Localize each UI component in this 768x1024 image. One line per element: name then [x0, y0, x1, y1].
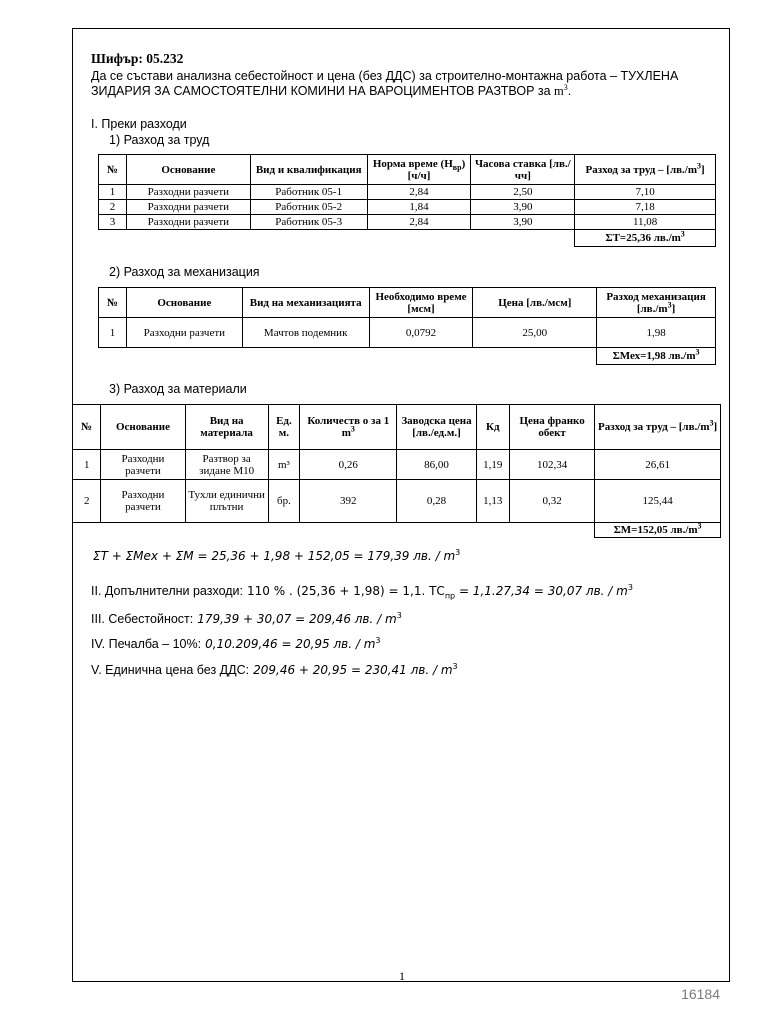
col-header: Кд — [476, 405, 509, 450]
table-row — [99, 318, 716, 348]
hdr-sup: 3 — [350, 424, 355, 434]
additional-rest: = 1,1.27,34 = 30,07 лв. / m — [455, 584, 628, 598]
cell: 1,19 — [476, 450, 509, 480]
cell: 7,10 — [575, 185, 716, 200]
col-header: Ед. м. — [268, 405, 299, 450]
cell: Работник 05-1 — [250, 185, 367, 200]
cell: 0,32 — [510, 480, 595, 523]
hdr-sup: 3 — [697, 160, 702, 170]
total-exp: 3 — [680, 229, 685, 239]
profit-label: IV. Печалба – 10%: — [91, 637, 202, 651]
materials-total — [595, 523, 721, 538]
document-id: 16184 — [681, 986, 720, 1002]
total-exp: 3 — [695, 347, 700, 357]
col-header — [597, 288, 716, 318]
cell: 2 — [73, 480, 101, 523]
cell: 392 — [300, 480, 397, 523]
cell: 1 — [73, 450, 101, 480]
profit-formula — [205, 637, 380, 651]
total-exp: 3 — [697, 521, 702, 531]
col-header: № — [73, 405, 101, 450]
cell: Мачтов подемник — [242, 318, 369, 348]
col-header: Основание — [126, 155, 250, 185]
cell: 25,00 — [473, 318, 597, 348]
table-header-row — [73, 405, 721, 450]
price-label: V. Единична цена без ДДС: — [91, 663, 250, 677]
cost-line — [91, 610, 402, 628]
empty-cell — [99, 348, 597, 365]
table-row — [73, 480, 721, 523]
task-unit-base: m — [554, 84, 564, 98]
cell: Разходни разчети — [101, 450, 185, 480]
cell: Разходни разчети — [101, 480, 185, 523]
task-unit-exp: 3 — [563, 82, 568, 92]
cell: 102,34 — [510, 450, 595, 480]
code-title: Шифър: 05.232 — [91, 51, 184, 66]
cell: Разходни разчети — [126, 200, 250, 215]
col-header: Часова ставка [лв./чч] — [471, 155, 575, 185]
subsection-mechanization: 2) Разход за механизация — [109, 265, 260, 279]
price-text: 209,46 + 20,95 = 230,41 лв. / m — [253, 663, 453, 677]
table-header-row — [99, 155, 716, 185]
hdr-part: Разход механизация [лв./m — [606, 290, 706, 315]
table-row — [99, 200, 716, 215]
cell: 125,44 — [595, 480, 721, 523]
cell: 0,28 — [397, 480, 476, 523]
additional-label: II. Допълнителни разходи: — [91, 584, 244, 598]
sum-formula — [93, 549, 460, 563]
hdr-part: ) [ч/ч] — [407, 157, 466, 182]
additional-text: 110 % . (25,36 + 1,98) = 1,1. ТС — [247, 584, 445, 598]
cell: 26,61 — [595, 450, 721, 480]
price-exp: 3 — [452, 662, 458, 671]
hdr-part: ] — [713, 421, 718, 433]
cell: 11,08 — [575, 215, 716, 230]
cost-exp: 3 — [396, 611, 402, 620]
total-row — [73, 523, 721, 538]
cell: 2,84 — [367, 215, 471, 230]
table-header-row — [99, 288, 716, 318]
cell: 3,90 — [471, 200, 575, 215]
col-header: Необходимо време [мсм] — [369, 288, 473, 318]
mechanization-total — [597, 348, 716, 365]
hdr-part: Разход за труд – [лв./m — [585, 163, 698, 176]
document-page — [72, 28, 730, 982]
profit-exp: 3 — [375, 636, 381, 645]
cell: Работник 05-2 — [250, 200, 367, 215]
cell: m³ — [268, 450, 299, 480]
empty-cell — [73, 523, 595, 538]
col-header: Основание — [126, 288, 242, 318]
task-unit — [554, 84, 568, 98]
empty-cell — [99, 230, 575, 247]
table-row — [99, 215, 716, 230]
cell: Разходни разчети — [126, 318, 242, 348]
col-header: Вид на механизацията — [242, 288, 369, 318]
price-line — [91, 661, 458, 679]
cell: 1,84 — [367, 200, 471, 215]
labor-total — [575, 230, 716, 247]
cost-formula — [197, 612, 402, 626]
total-text: ΣМех=1,98 лв./m — [612, 350, 696, 362]
additional-exp: 3 — [627, 583, 633, 592]
cost-text: 179,39 + 30,07 = 209,46 лв. / m — [197, 612, 397, 626]
cell: 86,00 — [397, 450, 476, 480]
col-header: Вид и квалификация — [250, 155, 367, 185]
total-text: ΣТ=25,36 лв./m — [605, 232, 681, 244]
total-row — [99, 230, 716, 247]
materials-table — [72, 404, 721, 538]
labor-table — [98, 154, 716, 247]
cell: 2,50 — [471, 185, 575, 200]
col-header — [300, 405, 397, 450]
hdr-part: ] — [701, 163, 705, 176]
cell: 3,90 — [471, 215, 575, 230]
hdr-sup: 3 — [709, 418, 714, 428]
cell: 0,26 — [300, 450, 397, 480]
price-formula — [253, 663, 458, 677]
total-text: ΣМ=152,05 лв./m — [613, 524, 698, 536]
col-header: Цена франко обект — [510, 405, 595, 450]
col-header: № — [99, 288, 127, 318]
sum-text: ΣТ + ΣМех + ΣМ = 25,36 + 1,98 + 152,05 = 179,39 лв. / m — [93, 549, 456, 563]
total-row — [99, 348, 716, 365]
task-end: . — [567, 84, 572, 98]
table-row — [99, 185, 716, 200]
col-header — [367, 155, 471, 185]
col-header — [575, 155, 716, 185]
subsection-labor: 1) Разход за труд — [109, 133, 210, 147]
cell: бр. — [268, 480, 299, 523]
col-header: Вид на материала — [185, 405, 268, 450]
cell: Разходни разчети — [126, 215, 250, 230]
cell: Работник 05-3 — [250, 215, 367, 230]
cell: 1,13 — [476, 480, 509, 523]
cell: Тухли единични плътни — [185, 480, 268, 523]
col-header: Основание — [101, 405, 185, 450]
hdr-sup: 3 — [667, 299, 672, 309]
cell: Разтвор за зидане М10 — [185, 450, 268, 480]
col-header — [595, 405, 721, 450]
mechanization-table — [98, 287, 716, 365]
cell: 2 — [99, 200, 127, 215]
cost-label: III. Себестойност: — [91, 612, 194, 626]
col-header: Цена [лв./мсм] — [473, 288, 597, 318]
additional-formula — [247, 583, 633, 601]
hdr-part: Норма време (Н — [372, 157, 453, 170]
task-text: Да се състави анализна себестойност и цена (без ДДС) за строително-монтажна работа – ТУХЛЕНА ЗИДАРИЯ ЗА САМОСТОЯТЕЛНИ КОМИНИ НА ВАРОЦИМЕНТОВ РАЗТВОР за — [91, 69, 679, 98]
profit-line — [91, 635, 381, 653]
cell: 1 — [99, 185, 127, 200]
subsection-materials: 3) Разход за материали — [109, 382, 247, 396]
cell: 3 — [99, 215, 127, 230]
profit-text: 0,10.209,46 = 20,95 лв. / m — [205, 637, 376, 651]
additional-costs — [91, 582, 633, 600]
col-header: № — [99, 155, 127, 185]
additional-sub: пр — [444, 591, 456, 601]
hdr-part: Разход за труд – [лв./m — [597, 421, 710, 433]
cell: 0,0792 — [369, 318, 473, 348]
col-header: Заводска цена [лв./ед.м.] — [397, 405, 476, 450]
section-direct-costs: I. Преки разходи — [91, 117, 187, 131]
hdr-sub: вр — [452, 162, 462, 172]
hdr-part: ] — [671, 302, 676, 315]
cell: 1,98 — [597, 318, 716, 348]
task-description — [91, 69, 721, 99]
table-row — [73, 450, 721, 480]
sum-exp: 3 — [455, 548, 461, 557]
cell: 1 — [99, 318, 127, 348]
hdr-part: Количеств о за 1 m — [307, 415, 390, 439]
cell: Разходни разчети — [126, 185, 250, 200]
cell: 7,18 — [575, 200, 716, 215]
page-number: 1 — [399, 969, 405, 983]
cell: 2,84 — [367, 185, 471, 200]
